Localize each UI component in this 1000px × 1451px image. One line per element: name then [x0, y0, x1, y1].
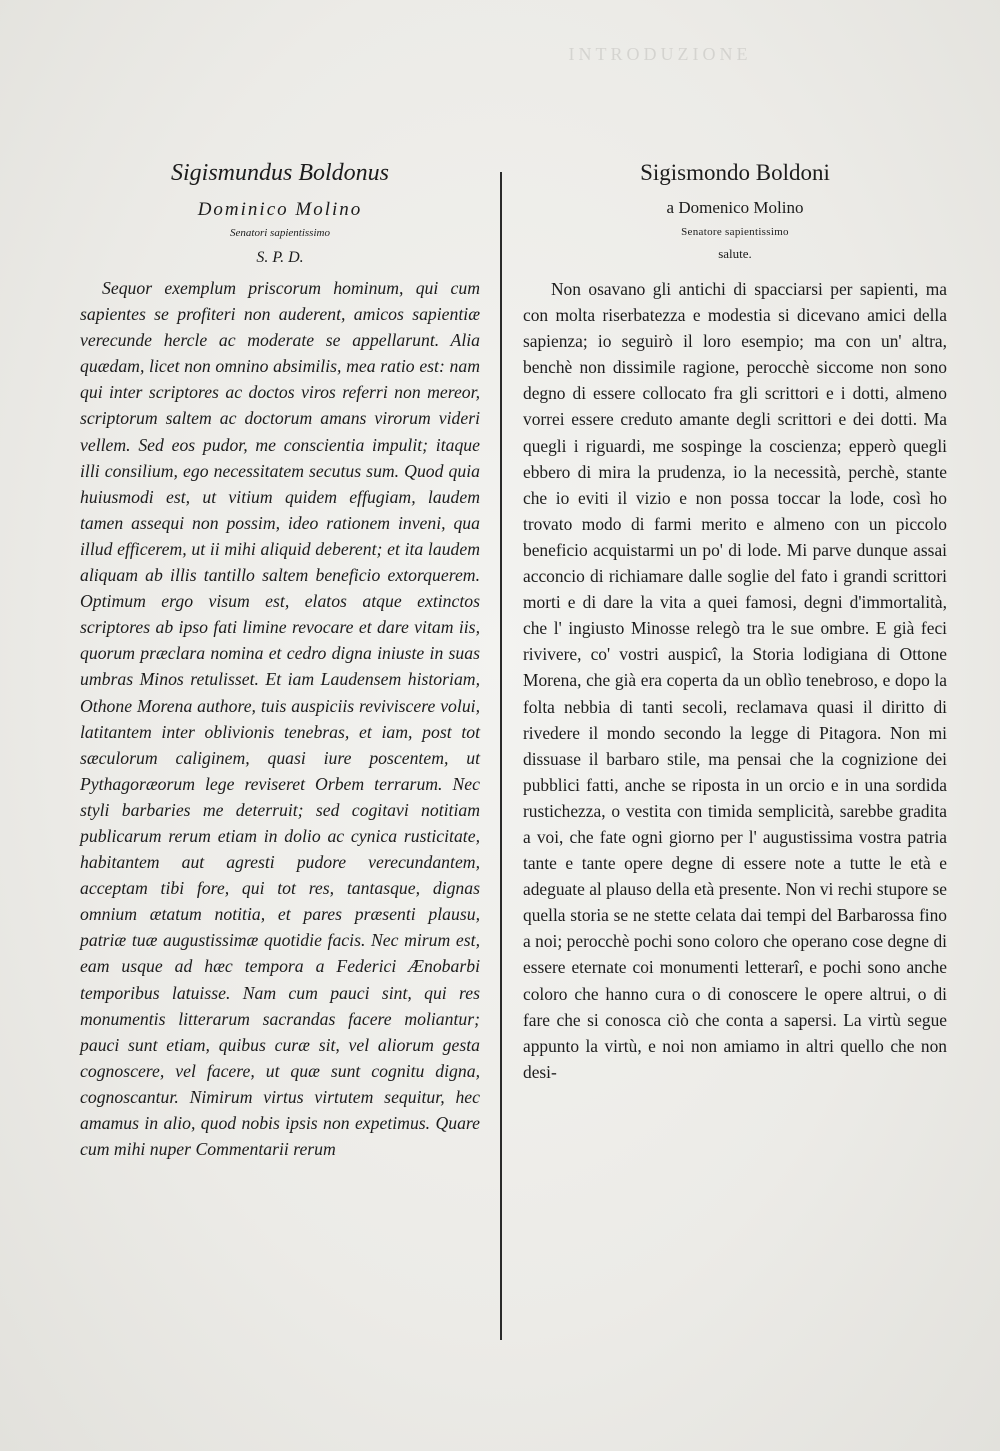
latin-body-text: Sequor exemplum priscorum hominum, qui cum sapientes se profiteri non auderent, amicos sapientiæ verecunde hercle ac moderate se appellarunt. Alia quædam, licet non omnino absimilis, mea ratio est: nam qui inter scriptores ac doctos viros referri non mereor, scriptorum saltem ac doctorum amans virorum videri vellem. Sed eos pudor, me conscientia impulit; itaque illi consilium, ego necessitatem secutus sum. Quod quia huiusmodi est, ut vitium quidem effugiam, laudem tamen assequi non possim, ideo rationem inveni, qua illud efficerem, ut ii mihi aliquid deberent; et ita laudem aliquam ab illis tantillo saltem beneficio extorquerem. Optimum ergo visum est, elatos atque extinctos scriptores ab ipso fati limine revocare et dare vitam iis, quorum præclara nomina et cedro digna iniuste in suas umbras Minos retulisset. Et iam Laudensem historiam, Othone Morena authore, tuis auspiciis reviviscere volui, latitantem inter oblivionis tenebras, et iam, post tot sæculorum caliginem, quasi iure poscentem, ut Pythagoræorum lege reviseret Orbem terrarum. Nec styli barbaries me deterruit; sed cogitavi notitiam publicarum rerum etiam in dolio ac cynica rusticitate, habitantem aut agresti pudore verecundantem, acceptam tibi fore, qui tot res, tantasque, dignas omnium ætatum notitia, et pares præsenti plausu, patriæ tuæ augustissimæ quotidie facis. Nec mirum est, eam usque ad hæc tempora a Federici Ænobarbi temporibus latuisse. Nam cum pauci sint, qui res monumentis litterarum sacrandas facere moliantur; pauci sunt etiam, quibus curæ sit, vel aliorum gesta cognoscere, vel facere, ut quæ sunt cognitu digna, cognoscantur. Nimirum virtus virtutem sequitur, hec amamus in alio, quod nobis ipsis non expetimus. Quare cum mihi nuper Commentarii rerum [80, 278, 480, 1160]
italian-body-text: Non osavano gli antichi di spacciarsi per sapienti, ma con molta riserbatezza e modestia si dicevano amici della sapienza; io seguirò il loro esempio; ma con un' altra, benchè non dissimile ragione, perocchè siccome non sono degno di essere collocato fra gli scrittori e i dotti, almeno vorrei essere creduto amante degli scrittori e dei dotti. Ma quegli i riguardi, me sospinge la coscienza; epperò quegli ebbero di mira la prudenza, io la necessità, perchè, stante che io eviti il vizio e non possa toccar la lode, così ho trovato modo di farmi merito e almeno con un piccolo beneficio acquistarmi un po' di lode. Mi parve dunque assai acconcio di richiamare dalle soglie del fato i grandi scrittori morti e di dare la vita a quei famosi, degni d'immortalità, che l' ingiusto Minosse relegò tra le sue ombre. E già feci rivivere, co' vostri auspicî, la Storia lodigiana di Ottone Morena, che già era coperta da un oblìo tenebroso, e dopo la folta nebbia di tanti secoli, reclamava quasi il diritto di rivedere il mondo secondo la legge di Pitagora. Non mi dissuase il barbaro stile, ma pensai che la cognizione dei pubblici fatti, anche se riposta in un orcio e in una sordida rustichezza, o vestita con timida semplicità, sarebbe gradita a voi, che fate ogni giorno per l' augustissima vostra patria tante e tante opere degne di essere note a tutte le età e adeguate al plauso della età presente. Non vi rechi stupore se quella storia se ne stette celata dai tempi del Barbarossa fino a noi; perocchè pochi sono coloro che operano cose degne di essere eternate coi monumenti letterarî, e pochi sono anche coloro che hanno cura o di conoscere le opere altrui, o di fare che si conosca ciò che conta a sapersi. La virtù segue appunto la virtù, e noi non amiamo in altri quello che non desi- [523, 279, 947, 1082]
italian-greeting: salute. [718, 246, 752, 261]
italian-subtitle: Senatore sapientissimo [681, 226, 789, 238]
italian-column [523, 160, 947, 1085]
italian-addressee: a Domenico Molino [666, 198, 804, 217]
latin-addressee: Dominico Molino [197, 199, 363, 220]
latin-subtitle: Senatori sapientissimo [230, 227, 330, 239]
latin-column [80, 160, 480, 1162]
italian-title: Sigismondo Boldoni [640, 160, 830, 185]
latin-greeting: S. P. D. [256, 249, 304, 266]
bleed-through-header: INTRODUZIONE [568, 44, 752, 64]
column-divider [500, 172, 502, 1340]
latin-title: Sigismundus Boldonus [170, 160, 389, 186]
